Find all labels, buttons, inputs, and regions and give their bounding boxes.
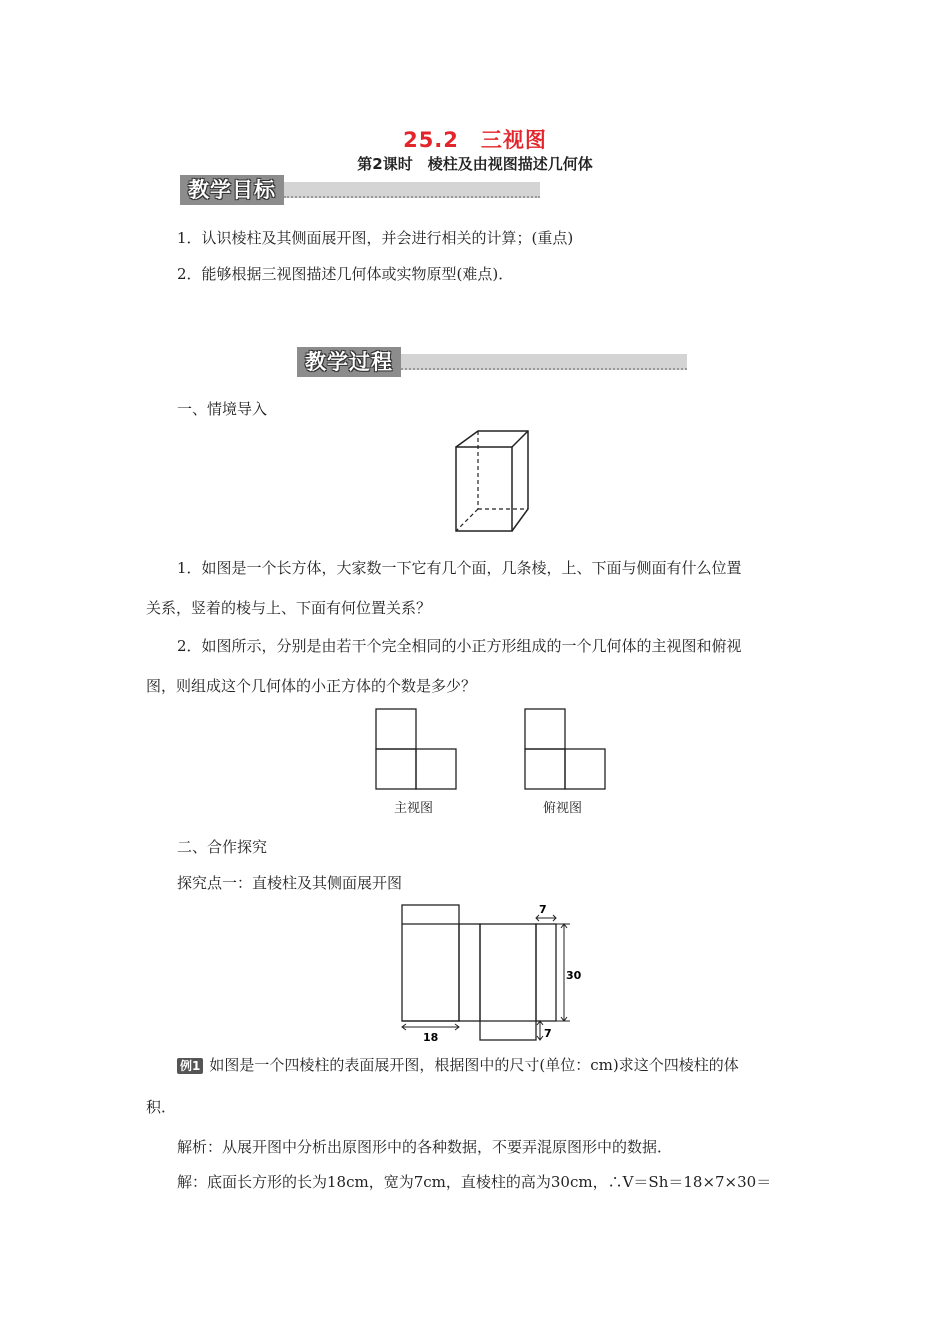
process-banner-label: 教学过程 bbox=[297, 347, 401, 377]
net-side-face-2 bbox=[536, 924, 556, 1021]
example-1-line-1 bbox=[177, 1055, 739, 1075]
front-view-figure bbox=[375, 708, 461, 794]
question-1-line-1: 1．如图是一个长方体，大家数一下它有几个面，几条棱，上、下面与侧面有什么位置 bbox=[177, 559, 742, 577]
dim-height-label: 30 bbox=[566, 969, 582, 982]
page-title: 25.2 三视图 bbox=[403, 128, 547, 152]
explore-point-1: 探究点一：直棱柱及其侧面展开图 bbox=[177, 874, 403, 892]
cuboid-back-edges bbox=[456, 431, 528, 531]
example-badge: 例1 bbox=[177, 1058, 203, 1074]
goals-banner-label: 教学目标 bbox=[180, 175, 284, 205]
question-1-line-2: 关系，竖着的棱与上、下面有何位置关系？ bbox=[146, 599, 432, 617]
goals-banner-bar bbox=[284, 182, 540, 198]
goals-banner bbox=[180, 175, 540, 205]
dim-width-label: 18 bbox=[423, 1031, 439, 1044]
cuboid-top-right-edge bbox=[512, 431, 528, 447]
dim-depth-label: 7 bbox=[539, 903, 547, 916]
top-view-caption: 俯视图 bbox=[543, 801, 583, 816]
front-view-caption: 主视图 bbox=[394, 801, 434, 816]
net-left-face bbox=[402, 905, 459, 1021]
prism-net-figure bbox=[398, 900, 588, 1045]
net-side-face-1 bbox=[459, 924, 480, 1021]
question-2-line-1: 2．如图所示，分别是由若干个完全相同的小正方形组成的一个几何体的主视图和俯视 bbox=[177, 637, 742, 655]
goal-item-2: 2．能够根据三视图描述几何体或实物原型(难点)． bbox=[177, 265, 514, 283]
page-subtitle: 第2课时 棱柱及由视图描述几何体 bbox=[357, 155, 593, 173]
net-front-face bbox=[480, 924, 536, 1040]
dim-width bbox=[402, 1024, 459, 1030]
section-situation-intro: 一、情境导入 bbox=[177, 400, 268, 418]
goal-item-1: 1．认识棱柱及其侧面展开图，并会进行相关的计算；(重点) bbox=[177, 229, 574, 247]
example-1-line-2: 积． bbox=[146, 1098, 177, 1116]
process-banner-bar bbox=[401, 354, 687, 370]
dim-flap-label: 7 bbox=[544, 1027, 552, 1040]
section-cooperative-exploration: 二、合作探究 bbox=[177, 838, 268, 856]
dim-flap bbox=[537, 1021, 543, 1040]
solution-text: 解：底面长方形的长为18cm，宽为7cm，直棱柱的高为30cm，∴V＝Sh＝18×7×30＝ bbox=[177, 1173, 772, 1191]
cuboid-figure bbox=[450, 425, 534, 535]
cuboid-hidden-edges bbox=[456, 431, 528, 531]
top-view-figure bbox=[524, 708, 610, 794]
process-banner bbox=[297, 347, 687, 377]
question-2-line-2: 图，则组成这个几何体的小正方体的个数是多少？ bbox=[146, 677, 477, 695]
analysis-text: 解析：从展开图中分析出原图形中的各种数据，不要弄混原图形中的数据． bbox=[177, 1138, 673, 1156]
cuboid-front-face bbox=[456, 447, 512, 531]
example-1-text: 如图是一个四棱柱的表面展开图，根据图中的尺寸(单位：cm)求这个四棱柱的体 bbox=[209, 1056, 739, 1074]
